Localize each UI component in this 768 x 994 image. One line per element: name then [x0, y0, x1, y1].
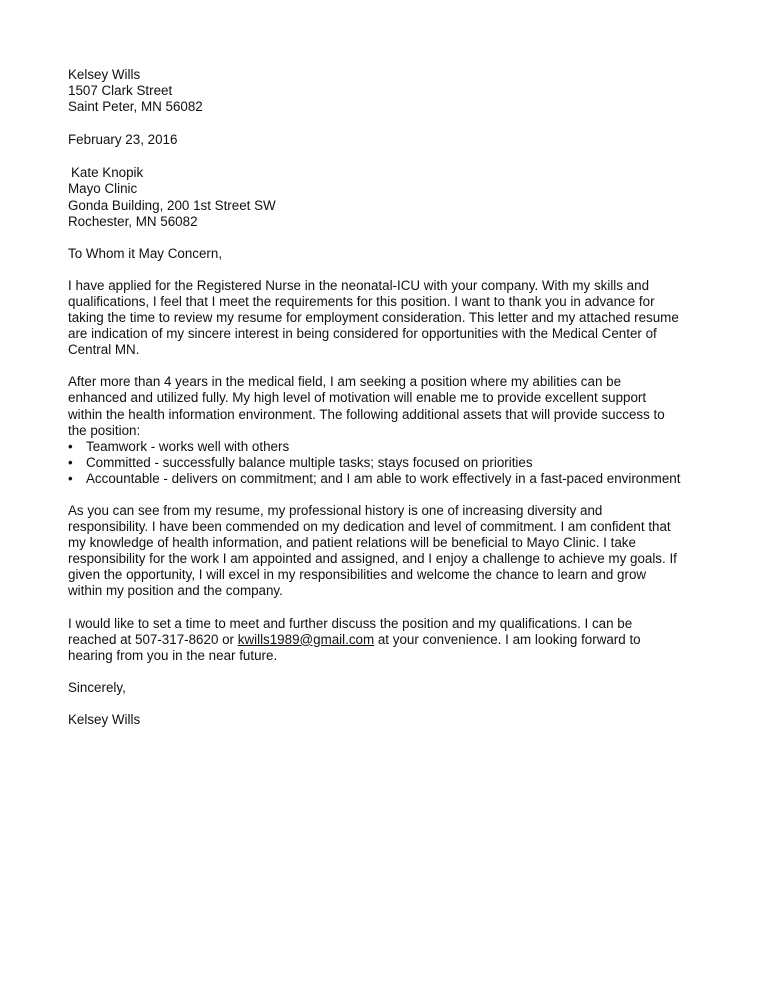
cover-letter [68, 67, 708, 728]
paragraph-line: taking the time to review my resume for employment consideration. This letter and my attached resume [68, 310, 679, 326]
paragraph-line: the position: [68, 422, 141, 438]
signature [68, 712, 708, 728]
sender-address [68, 67, 708, 115]
paragraph-line: my knowledge of health information, and patient relations will be beneficial to Mayo Clinic. I take [68, 535, 636, 551]
list-item [68, 455, 708, 471]
contact-line [68, 632, 708, 648]
paragraph-line: given the opportunity, I will excel in my responsibilities and welcome the chance to learn and grow [68, 567, 647, 583]
paragraph-line: I have applied for the Registered Nurse in the neonatal-ICU with your company. With my skills and [68, 277, 650, 293]
paragraph-line: qualifications, I feel that I meet the requirements for this position. I want to thank you in advance for [68, 293, 655, 309]
recipient-organization: Mayo Clinic [68, 181, 138, 197]
list-item [68, 471, 708, 487]
salutation [68, 246, 708, 262]
list-item [68, 439, 708, 455]
paragraph-line: responsibility for the work I am appointed and assigned, and I enjoy a challenge to achieve my goals. If [68, 551, 677, 567]
recipient-address [68, 165, 708, 229]
paragraph-contact [68, 616, 708, 664]
paragraph-line: As you can see from my resume, my professional history is one of increasing diversity and [68, 502, 603, 518]
paragraph-line: Central MN. [68, 342, 140, 358]
sender-city: Saint Peter, MN 56082 [68, 99, 203, 115]
list-item-text: Accountable - delivers on commitment; and I am able to work effectively in a fast-paced environment [86, 470, 681, 486]
contact-text-before: reached at 507-317-8620 or [68, 631, 238, 647]
paragraph-qualifications [68, 503, 708, 600]
recipient-name: Kate Knopik [71, 165, 144, 181]
paragraph-line: After more than 4 years in the medical field, I am seeking a position where my abilities can be [68, 374, 622, 390]
paragraph-line: enhanced and utilized fully. My high level of motivation will enable me to provide excellent support [68, 390, 647, 406]
paragraph-line: hearing from you in the near future. [68, 647, 278, 663]
paragraph-line: are indication of my sincere interest in being considered for opportunities with the Medical Center of [68, 326, 657, 342]
list-item-text: Committed - successfully balance multiple tasks; stays focused on priorities [86, 454, 533, 470]
recipient-city: Rochester, MN 56082 [68, 213, 198, 229]
closing-text: Sincerely, [68, 679, 126, 695]
paragraph-line: within my position and the company. [68, 583, 283, 599]
signature-name: Kelsey Wills [68, 711, 141, 727]
sender-street: 1507 Clark Street [68, 83, 173, 99]
closing [68, 680, 708, 696]
bullet-marker: • [68, 438, 73, 454]
assets-list [68, 439, 708, 487]
paragraph-line: responsibility. I have been commended on my dedication and level of commitment. I am confident that [68, 519, 671, 535]
sender-name: Kelsey Wills [68, 67, 141, 82]
contact-text-after: at your convenience. I am looking forward to [374, 631, 641, 647]
salutation-text: To Whom it May Concern, [68, 245, 223, 261]
bullet-marker: • [68, 454, 73, 470]
paragraph-line: within the health information environment. The following additional assets that will provide success to [68, 406, 665, 422]
list-item-text: Teamwork - works well with others [86, 438, 290, 454]
date-text: February 23, 2016 [68, 132, 178, 148]
bullet-marker: • [68, 470, 73, 486]
email-link[interactable]: kwills1989@gmail.com [237, 631, 375, 647]
paragraph-experience [68, 374, 708, 487]
paragraph-line: I would like to set a time to meet and further discuss the position and my qualifications. I can be [68, 615, 633, 631]
paragraph-intro [68, 278, 708, 358]
letter-date [68, 132, 708, 148]
recipient-building: Gonda Building, 200 1st Street SW [68, 197, 276, 213]
